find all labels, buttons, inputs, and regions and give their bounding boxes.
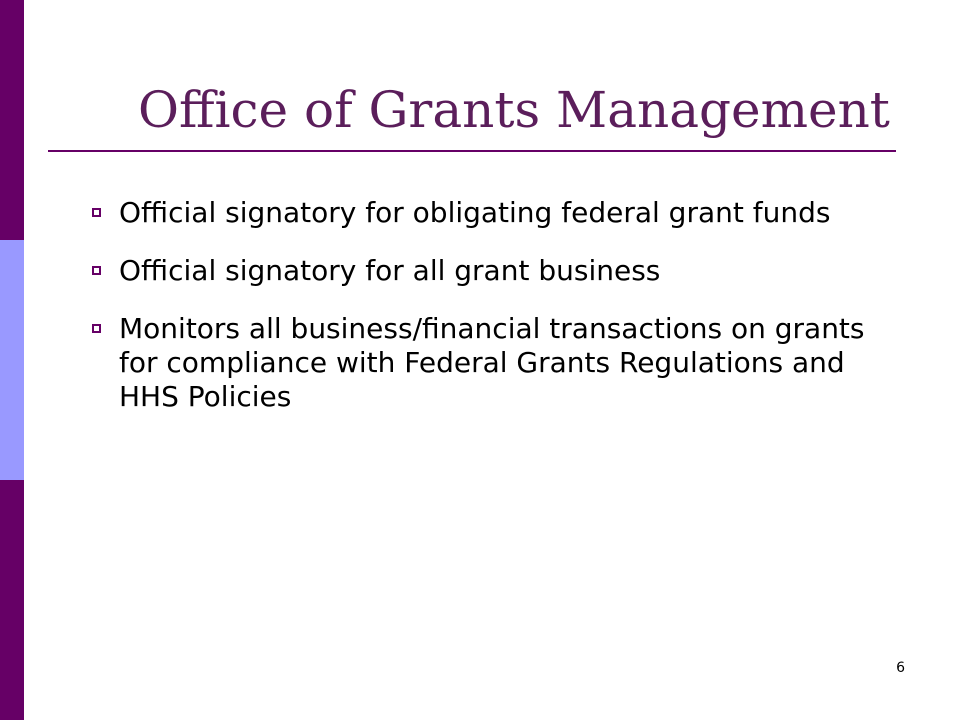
bullet-list (92, 196, 892, 438)
side-bar-bottom-segment (0, 480, 24, 720)
bullet-text: Monitors all business/financial transactions on grants for compliance with Federal Grants Regulations and HHS Policies (119, 312, 865, 413)
bullet-text: Official signatory for all grant business (119, 254, 661, 287)
square-bullet-icon (92, 266, 101, 275)
bullet-item (92, 254, 892, 288)
square-bullet-icon (92, 208, 101, 217)
bullet-item (92, 312, 892, 414)
slide-number: 6 (896, 660, 905, 676)
bullet-text: Official signatory for obligating federal grant funds (119, 196, 831, 229)
bullet-item (92, 196, 892, 230)
side-bar-middle-segment (0, 240, 24, 480)
square-bullet-icon (92, 324, 101, 333)
slide-title: Office of Grants Management (138, 81, 890, 139)
side-bar-top-segment (0, 0, 24, 240)
title-underline-rule (48, 150, 896, 152)
